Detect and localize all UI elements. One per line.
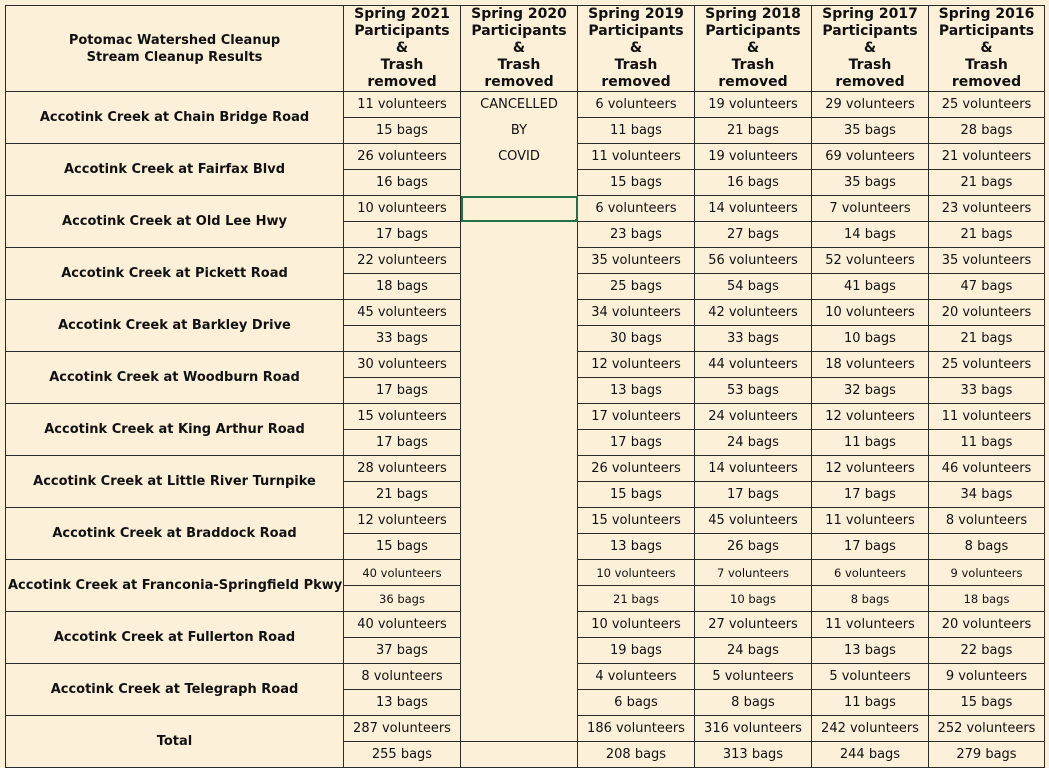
volunteers-cell[interactable]: 4 volunteers bbox=[578, 664, 695, 690]
bags-cell[interactable]: 26 bags bbox=[695, 534, 812, 560]
bags-cell[interactable]: 15 bags bbox=[344, 534, 461, 560]
year-header-5[interactable] bbox=[929, 6, 1045, 92]
volunteers-cell[interactable]: CANCELLED bbox=[461, 92, 578, 118]
subtitle-line2: Trash removed bbox=[367, 57, 437, 90]
volunteers-cell[interactable]: 11 volunteers bbox=[812, 508, 929, 534]
table-row bbox=[6, 352, 1045, 378]
bags-cell[interactable]: 8 bags bbox=[695, 690, 812, 716]
volunteers-cell[interactable]: 23 volunteers bbox=[929, 196, 1045, 222]
bags-cell[interactable]: 21 bags bbox=[695, 118, 812, 144]
volunteers-cell[interactable]: 12 volunteers bbox=[812, 456, 929, 482]
bags-cell[interactable]: 13 bags bbox=[812, 638, 929, 664]
volunteers-cell[interactable]: 11 volunteers bbox=[344, 92, 461, 118]
bags-cell[interactable]: 11 bags bbox=[812, 430, 929, 456]
table-row bbox=[6, 456, 1045, 482]
site-name-cell[interactable]: Accotink Creek at Woodburn Road bbox=[6, 352, 344, 404]
volunteers-cell[interactable] bbox=[461, 612, 578, 638]
bags-cell[interactable]: 208 bags bbox=[578, 742, 695, 768]
bags-cell[interactable]: 10 bags bbox=[812, 326, 929, 352]
bags-cell[interactable]: 21 bags bbox=[578, 586, 695, 612]
table-title-cell[interactable] bbox=[6, 6, 344, 92]
volunteers-cell[interactable]: 11 volunteers bbox=[812, 612, 929, 638]
bags-cell[interactable] bbox=[461, 690, 578, 716]
bags-cell[interactable]: 313 bags bbox=[695, 742, 812, 768]
bags-cell[interactable]: 15 bags bbox=[578, 482, 695, 508]
table-row bbox=[6, 612, 1045, 638]
bags-cell[interactable]: 30 bags bbox=[578, 326, 695, 352]
volunteers-cell[interactable]: 9 volunteers bbox=[929, 560, 1045, 586]
bags-cell[interactable]: 27 bags bbox=[695, 222, 812, 248]
volunteers-cell[interactable]: 5 volunteers bbox=[695, 664, 812, 690]
bags-cell[interactable] bbox=[461, 222, 578, 248]
bags-cell[interactable] bbox=[461, 274, 578, 300]
bags-cell[interactable]: 17 bags bbox=[344, 222, 461, 248]
bags-cell[interactable] bbox=[461, 430, 578, 456]
bags-cell[interactable]: 16 bags bbox=[695, 170, 812, 196]
year-label: Spring 2021 bbox=[354, 6, 450, 22]
volunteers-cell[interactable]: 11 volunteers bbox=[929, 404, 1045, 430]
bags-cell[interactable]: 23 bags bbox=[578, 222, 695, 248]
volunteers-cell[interactable]: 34 volunteers bbox=[578, 300, 695, 326]
volunteers-cell[interactable] bbox=[461, 716, 578, 742]
site-name-cell[interactable]: Accotink Creek at Fullerton Road bbox=[6, 612, 344, 664]
bags-cell[interactable]: 32 bags bbox=[812, 378, 929, 404]
volunteers-cell[interactable]: 287 volunteers bbox=[344, 716, 461, 742]
subtitle-line2: Trash removed bbox=[951, 57, 1022, 90]
volunteers-cell[interactable] bbox=[461, 456, 578, 482]
volunteers-cell[interactable]: 8 volunteers bbox=[344, 664, 461, 690]
volunteers-cell[interactable]: 14 volunteers bbox=[695, 196, 812, 222]
volunteers-cell[interactable]: 20 volunteers bbox=[929, 612, 1045, 638]
bags-cell[interactable]: 13 bags bbox=[344, 690, 461, 716]
volunteers-cell[interactable]: 29 volunteers bbox=[812, 92, 929, 118]
volunteers-cell[interactable]: 26 volunteers bbox=[578, 456, 695, 482]
bags-cell[interactable]: 13 bags bbox=[578, 378, 695, 404]
volunteers-cell[interactable]: 6 volunteers bbox=[812, 560, 929, 586]
bags-cell[interactable]: 53 bags bbox=[695, 378, 812, 404]
volunteers-cell[interactable]: 19 volunteers bbox=[695, 92, 812, 118]
volunteers-cell[interactable]: 15 volunteers bbox=[344, 404, 461, 430]
volunteers-cell[interactable]: 10 volunteers bbox=[812, 300, 929, 326]
header-row bbox=[6, 6, 1045, 92]
bags-cell[interactable] bbox=[461, 326, 578, 352]
volunteers-cell[interactable]: 40 volunteers bbox=[344, 612, 461, 638]
bags-cell[interactable]: 21 bags bbox=[929, 170, 1045, 196]
subtitle-line2: Trash removed bbox=[718, 57, 788, 90]
bags-cell[interactable]: 17 bags bbox=[812, 482, 929, 508]
volunteers-cell[interactable]: 25 volunteers bbox=[929, 352, 1045, 378]
volunteers-cell[interactable]: 35 volunteers bbox=[578, 248, 695, 274]
bags-cell[interactable]: 21 bags bbox=[929, 326, 1045, 352]
bags-cell[interactable]: 17 bags bbox=[578, 430, 695, 456]
volunteers-cell[interactable]: 10 volunteers bbox=[578, 612, 695, 638]
subtitle-line1: Participants & bbox=[822, 23, 918, 56]
volunteers-cell[interactable]: 12 volunteers bbox=[578, 352, 695, 378]
volunteers-cell[interactable]: 186 volunteers bbox=[578, 716, 695, 742]
bags-cell[interactable]: 14 bags bbox=[812, 222, 929, 248]
volunteers-cell[interactable]: 27 volunteers bbox=[695, 612, 812, 638]
site-name-cell[interactable]: Accotink Creek at Fairfax Blvd bbox=[6, 144, 344, 196]
volunteers-cell[interactable]: 21 volunteers bbox=[929, 144, 1045, 170]
volunteers-cell[interactable]: 17 volunteers bbox=[578, 404, 695, 430]
volunteers-cell[interactable]: 14 volunteers bbox=[695, 456, 812, 482]
volunteers-cell[interactable]: 12 volunteers bbox=[812, 404, 929, 430]
year-label: Spring 2020 bbox=[471, 6, 567, 22]
bags-cell[interactable]: 18 bags bbox=[344, 274, 461, 300]
bags-cell[interactable]: 10 bags bbox=[695, 586, 812, 612]
bags-cell[interactable]: 11 bags bbox=[929, 430, 1045, 456]
volunteers-cell[interactable]: 20 volunteers bbox=[929, 300, 1045, 326]
volunteers-cell[interactable]: 7 volunteers bbox=[812, 196, 929, 222]
volunteers-cell[interactable]: 18 volunteers bbox=[812, 352, 929, 378]
volunteers-cell[interactable]: 28 volunteers bbox=[344, 456, 461, 482]
site-name-cell[interactable]: Accotink Creek at Telegraph Road bbox=[6, 664, 344, 716]
bags-cell[interactable]: 24 bags bbox=[695, 430, 812, 456]
bags-cell[interactable] bbox=[461, 586, 578, 612]
bags-cell[interactable]: 11 bags bbox=[578, 118, 695, 144]
volunteers-cell[interactable]: 316 volunteers bbox=[695, 716, 812, 742]
volunteers-cell[interactable]: 69 volunteers bbox=[812, 144, 929, 170]
volunteers-cell[interactable]: 9 volunteers bbox=[929, 664, 1045, 690]
site-name-cell[interactable]: Accotink Creek at Old Lee Hwy bbox=[6, 196, 344, 248]
volunteers-cell[interactable]: 30 volunteers bbox=[344, 352, 461, 378]
bags-cell[interactable]: 35 bags bbox=[812, 170, 929, 196]
bags-cell[interactable]: 41 bags bbox=[812, 274, 929, 300]
volunteers-cell[interactable]: 11 volunteers bbox=[578, 144, 695, 170]
volunteers-cell[interactable]: 22 volunteers bbox=[344, 248, 461, 274]
bags-cell[interactable] bbox=[461, 742, 578, 768]
bags-cell[interactable]: 25 bags bbox=[578, 274, 695, 300]
volunteers-cell[interactable]: 56 volunteers bbox=[695, 248, 812, 274]
cleanup-results-table bbox=[5, 5, 1045, 768]
table-row bbox=[6, 300, 1045, 326]
site-name-cell[interactable]: Accotink Creek at Little River Turnpike bbox=[6, 456, 344, 508]
bags-cell[interactable]: 17 bags bbox=[344, 378, 461, 404]
bags-cell[interactable]: 36 bags bbox=[344, 586, 461, 612]
bags-cell[interactable]: 279 bags bbox=[929, 742, 1045, 768]
bags-cell[interactable]: 8 bags bbox=[812, 586, 929, 612]
table-row bbox=[6, 508, 1045, 534]
bags-cell[interactable]: BY bbox=[461, 118, 578, 144]
bags-cell[interactable]: 16 bags bbox=[344, 170, 461, 196]
volunteers-cell[interactable] bbox=[461, 248, 578, 274]
volunteers-cell[interactable]: 7 volunteers bbox=[695, 560, 812, 586]
volunteers-cell[interactable]: 19 volunteers bbox=[695, 144, 812, 170]
volunteers-cell[interactable]: 24 volunteers bbox=[695, 404, 812, 430]
site-name-cell[interactable]: Accotink Creek at Braddock Road bbox=[6, 508, 344, 560]
table-row bbox=[6, 248, 1045, 274]
year-label: Spring 2018 bbox=[705, 6, 801, 22]
volunteers-cell[interactable] bbox=[461, 508, 578, 534]
table-row bbox=[6, 196, 1045, 222]
subtitle-line2: Trash removed bbox=[484, 57, 554, 90]
bags-cell[interactable]: 18 bags bbox=[929, 586, 1045, 612]
bags-cell[interactable]: 11 bags bbox=[812, 690, 929, 716]
bags-cell[interactable] bbox=[461, 638, 578, 664]
year-label: Spring 2016 bbox=[938, 6, 1035, 22]
site-name-cell[interactable]: Accotink Creek at Pickett Road bbox=[6, 248, 344, 300]
volunteers-cell[interactable] bbox=[461, 196, 578, 222]
volunteers-cell[interactable]: 10 volunteers bbox=[578, 560, 695, 586]
volunteers-cell[interactable]: 15 volunteers bbox=[578, 508, 695, 534]
bags-cell[interactable]: 13 bags bbox=[578, 534, 695, 560]
subtitle-line2: Trash removed bbox=[601, 57, 671, 90]
year-label: Spring 2017 bbox=[822, 6, 918, 22]
bags-cell[interactable] bbox=[461, 378, 578, 404]
subtitle-line1: Participants & bbox=[705, 23, 801, 56]
volunteers-cell[interactable]: 44 volunteers bbox=[695, 352, 812, 378]
bags-cell[interactable]: 255 bags bbox=[344, 742, 461, 768]
table-row bbox=[6, 716, 1045, 742]
subtitle-line1: Participants & bbox=[354, 23, 450, 56]
bags-cell[interactable]: 17 bags bbox=[344, 430, 461, 456]
volunteers-cell[interactable]: 40 volunteers bbox=[344, 560, 461, 586]
volunteers-cell[interactable] bbox=[461, 404, 578, 430]
bags-cell[interactable] bbox=[461, 534, 578, 560]
volunteers-cell[interactable]: 52 volunteers bbox=[812, 248, 929, 274]
bags-cell[interactable]: 47 bags bbox=[929, 274, 1045, 300]
volunteers-cell[interactable]: 45 volunteers bbox=[344, 300, 461, 326]
bags-cell[interactable] bbox=[461, 170, 578, 196]
site-name-cell[interactable]: Accotink Creek at Barkley Drive bbox=[6, 300, 344, 352]
bags-cell[interactable] bbox=[461, 482, 578, 508]
volunteers-cell[interactable] bbox=[461, 300, 578, 326]
volunteers-cell[interactable]: 252 volunteers bbox=[929, 716, 1045, 742]
site-name-cell[interactable]: Accotink Creek at King Arthur Road bbox=[6, 404, 344, 456]
volunteers-cell[interactable]: 12 volunteers bbox=[344, 508, 461, 534]
volunteers-cell[interactable]: 25 volunteers bbox=[929, 92, 1045, 118]
year-header-0[interactable] bbox=[344, 6, 461, 92]
volunteers-cell[interactable]: 35 volunteers bbox=[929, 248, 1045, 274]
subtitle-line2: Trash removed bbox=[835, 57, 905, 90]
table-row bbox=[6, 664, 1045, 690]
table-row bbox=[6, 560, 1045, 586]
bags-cell[interactable]: 15 bags bbox=[578, 170, 695, 196]
bags-cell[interactable]: 33 bags bbox=[695, 326, 812, 352]
volunteers-cell[interactable] bbox=[461, 352, 578, 378]
bags-cell[interactable]: 19 bags bbox=[578, 638, 695, 664]
site-name-cell[interactable]: Accotink Creek at Franconia-Springfield Pkwy bbox=[6, 560, 344, 612]
total-label-cell[interactable]: Total bbox=[6, 716, 344, 768]
bags-cell[interactable]: 22 bags bbox=[929, 638, 1045, 664]
bags-cell[interactable]: 17 bags bbox=[812, 534, 929, 560]
table-row bbox=[6, 144, 1045, 170]
volunteers-cell[interactable]: 10 volunteers bbox=[344, 196, 461, 222]
subtitle-line1: Participants & bbox=[938, 23, 1035, 56]
table-row bbox=[6, 404, 1045, 430]
volunteers-cell[interactable]: 42 volunteers bbox=[695, 300, 812, 326]
volunteers-cell[interactable]: 6 volunteers bbox=[578, 92, 695, 118]
year-label: Spring 2019 bbox=[588, 6, 684, 22]
volunteers-cell[interactable]: 26 volunteers bbox=[344, 144, 461, 170]
bags-cell[interactable]: 17 bags bbox=[695, 482, 812, 508]
site-name-cell[interactable]: Accotink Creek at Chain Bridge Road bbox=[6, 92, 344, 144]
bags-cell[interactable]: 6 bags bbox=[578, 690, 695, 716]
year-header-1[interactable] bbox=[461, 6, 578, 92]
bags-cell[interactable]: 33 bags bbox=[344, 326, 461, 352]
volunteers-cell[interactable]: 45 volunteers bbox=[695, 508, 812, 534]
bags-cell[interactable]: 21 bags bbox=[929, 222, 1045, 248]
year-header-4[interactable] bbox=[812, 6, 929, 92]
volunteers-cell[interactable]: 242 volunteers bbox=[812, 716, 929, 742]
volunteers-cell[interactable]: 6 volunteers bbox=[578, 196, 695, 222]
bags-cell[interactable]: 15 bags bbox=[929, 690, 1045, 716]
bags-cell[interactable]: 244 bags bbox=[812, 742, 929, 768]
table-row bbox=[6, 92, 1045, 118]
volunteers-cell[interactable]: 5 volunteers bbox=[812, 664, 929, 690]
volunteers-cell[interactable] bbox=[461, 664, 578, 690]
bags-cell[interactable]: 24 bags bbox=[695, 638, 812, 664]
volunteers-cell[interactable]: 8 volunteers bbox=[929, 508, 1045, 534]
bags-cell[interactable]: 54 bags bbox=[695, 274, 812, 300]
year-header-3[interactable] bbox=[695, 6, 812, 92]
bags-cell[interactable]: 37 bags bbox=[344, 638, 461, 664]
bags-cell[interactable]: 33 bags bbox=[929, 378, 1045, 404]
subtitle-line1: Participants & bbox=[471, 23, 567, 56]
table-title-line1: Potomac Watershed Cleanup bbox=[68, 32, 281, 48]
bags-cell[interactable]: 21 bags bbox=[344, 482, 461, 508]
volunteers-cell[interactable] bbox=[461, 560, 578, 586]
subtitle-line1: Participants & bbox=[588, 23, 684, 56]
volunteers-cell[interactable]: COVID bbox=[461, 144, 578, 170]
bags-cell[interactable]: 28 bags bbox=[929, 118, 1045, 144]
year-header-2[interactable] bbox=[578, 6, 695, 92]
volunteers-cell[interactable]: 46 volunteers bbox=[929, 456, 1045, 482]
bags-cell[interactable]: 15 bags bbox=[344, 118, 461, 144]
bags-cell[interactable]: 8 bags bbox=[929, 534, 1045, 560]
table-title-line2: Stream Cleanup Results bbox=[86, 49, 263, 65]
bags-cell[interactable]: 35 bags bbox=[812, 118, 929, 144]
bags-cell[interactable]: 34 bags bbox=[929, 482, 1045, 508]
